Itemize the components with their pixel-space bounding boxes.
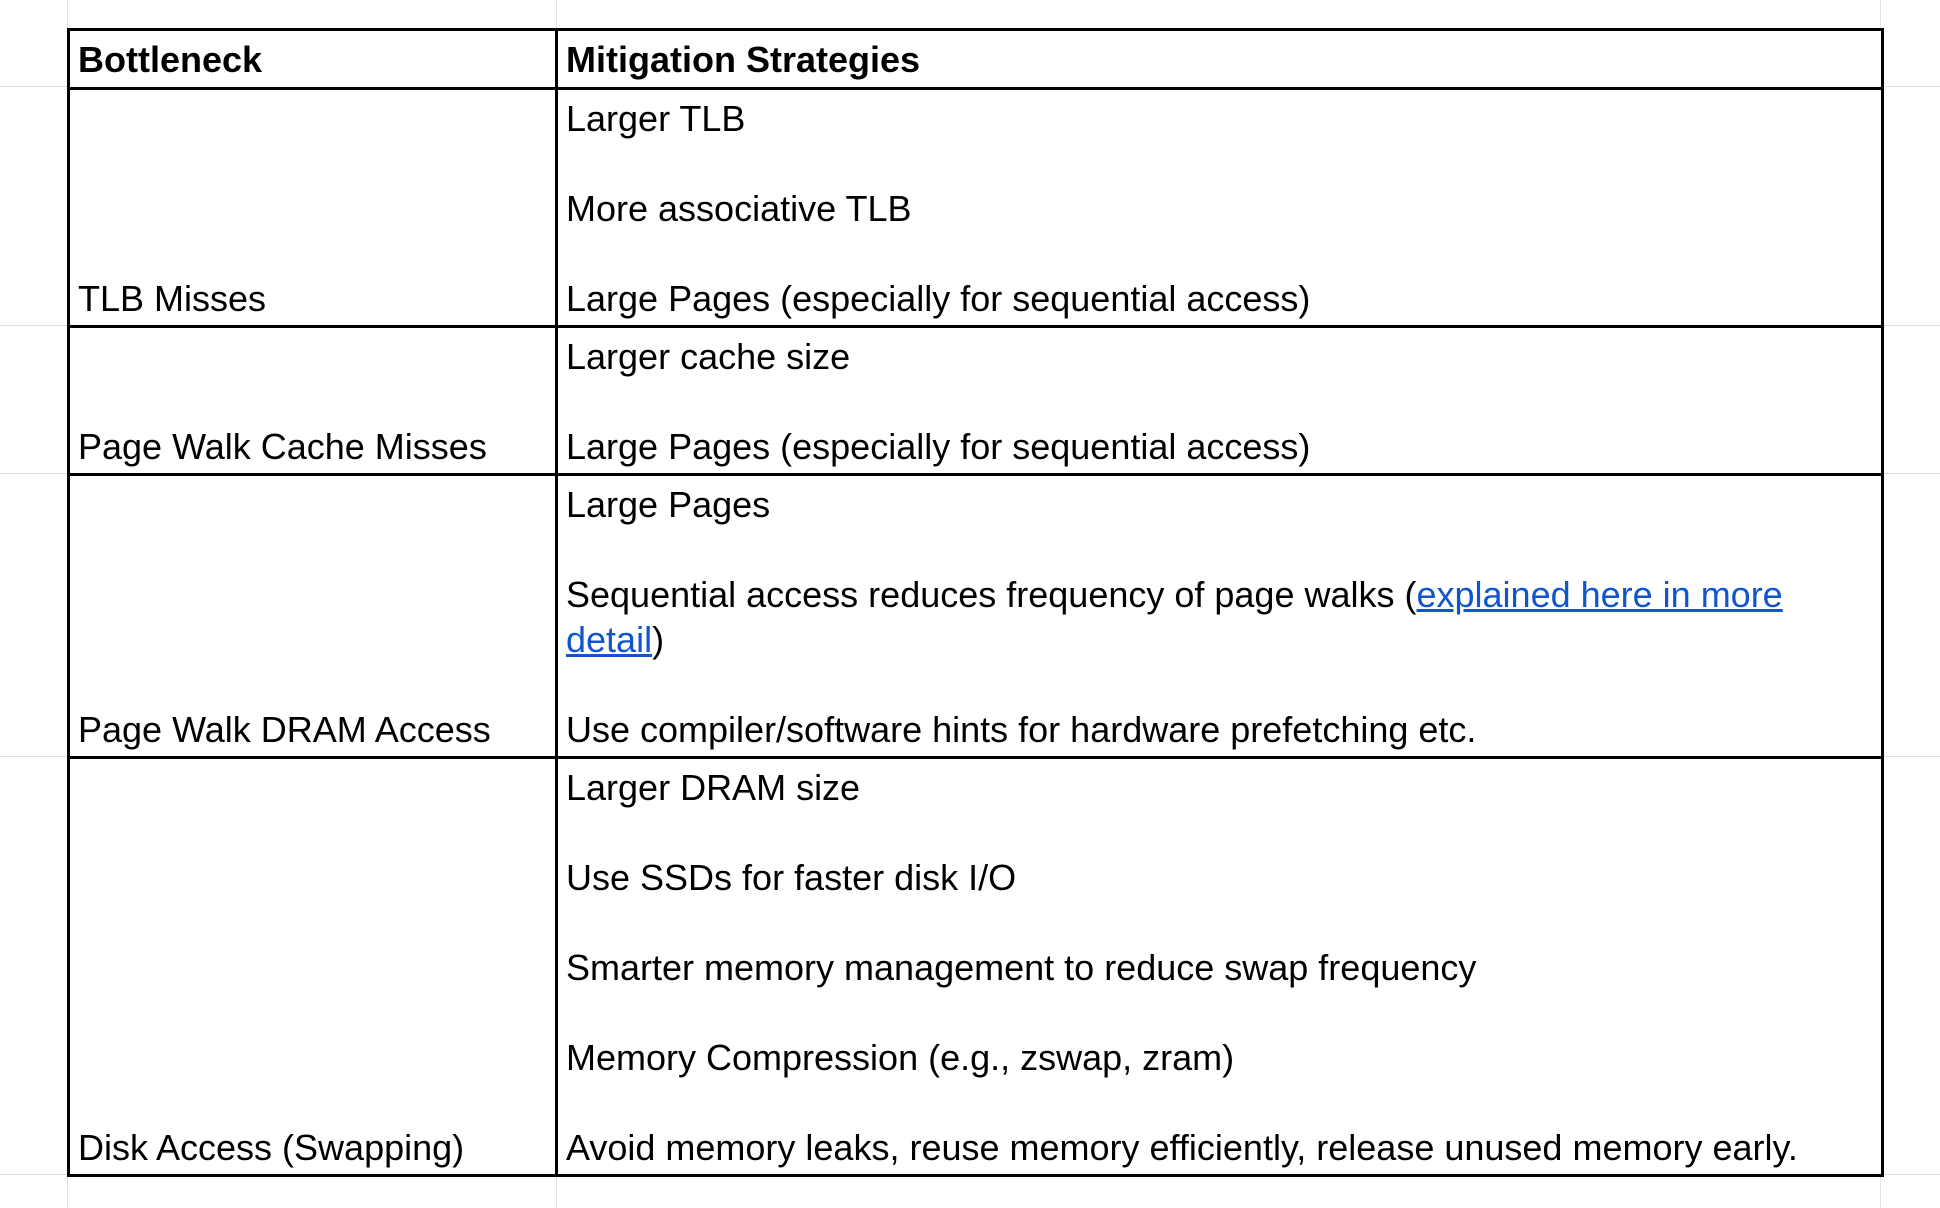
strategy-text: Large Pages (especially for sequential access) [566,426,1311,467]
strategy-text: Larger DRAM size [566,767,861,808]
mitigation-cell[interactable] [557,327,1883,475]
strategy-text: Larger TLB [566,98,746,139]
bottleneck-mitigation-table [67,28,1884,1177]
mitigation-cell[interactable] [557,475,1883,758]
mitigation-cell[interactable] [557,758,1883,1176]
bottleneck-text: TLB Misses [78,278,267,319]
table-row [69,327,1883,475]
table-row [69,758,1883,1176]
bottleneck-text: Disk Access (Swapping) [78,1127,465,1168]
bottleneck-cell[interactable] [69,327,557,475]
strategy-text: Large Pages [566,484,771,525]
link-suffix-text: ) [652,619,665,660]
strategy-text: Large Pages (especially for sequential access) [566,278,1311,319]
bottleneck-cell[interactable] [69,89,557,327]
table-header-row [69,30,1883,89]
bottleneck-text: Page Walk Cache Misses [78,426,487,467]
strategy-text: Avoid memory leaks, reuse memory efficiently, release unused memory early. [566,1127,1798,1168]
strategy-text: Memory Compression (e.g., zswap, zram) [566,1037,1235,1078]
mitigation-cell[interactable] [557,89,1883,327]
strategy-text: Larger cache size [566,336,851,377]
strategy-text: Use compiler/software hints for hardware prefetching etc. [566,709,1477,750]
header-bottleneck[interactable]: Bottleneck [69,30,557,89]
strategy-text: More associative TLB [566,188,912,229]
header-mitigation[interactable]: Mitigation Strategies [557,30,1883,89]
strategy-text: Use SSDs for faster disk I/O [566,857,1017,898]
table-row [69,89,1883,327]
bottleneck-cell[interactable] [69,758,557,1176]
table-row [69,475,1883,758]
bottleneck-text: Page Walk DRAM Access [78,709,491,750]
strategy-text: Smarter memory management to reduce swap frequency [566,947,1477,988]
strategy-text-with-link [566,572,1873,662]
explained-here-link[interactable]: explained here in more detail [566,574,1783,660]
bottleneck-cell[interactable] [69,475,557,758]
strategy-text: Sequential access reduces frequency of page walks ( [566,574,1417,615]
